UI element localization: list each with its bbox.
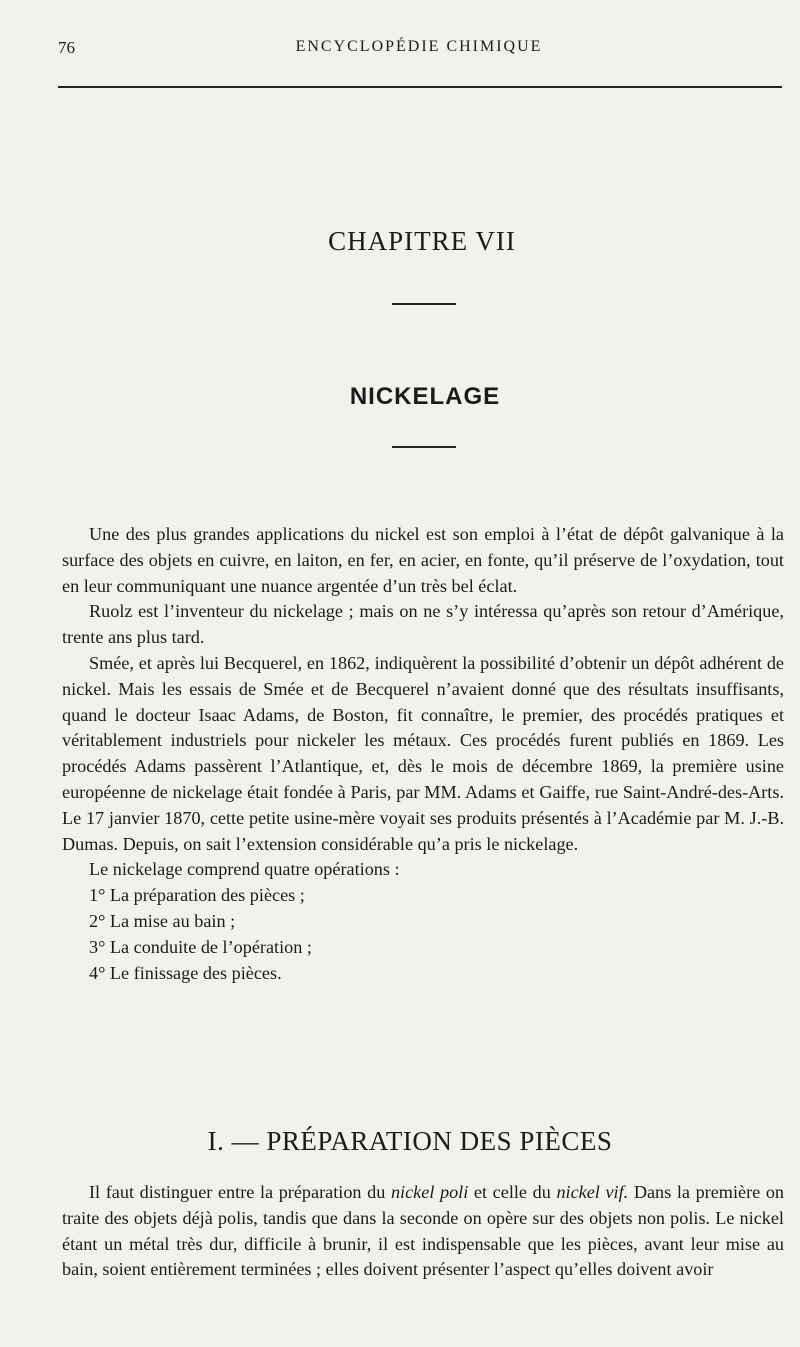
paragraph: Smée, et après lui Becquerel, en 1862, indiquèrent la possibilité d’obtenir un dépôt adhérent de nickel. Mais les essais de Smée et de Becquerel n’avaient donné que des résultats insuffisants, quand le docteur Isaac Adams, de Boston, fit connaître, le premier, des procédés pratiques et véritablement industriels pour nickeler les métaux. Ces procédés furent publiés en 1869. Les procédés Adams passèrent l’Atlantique, et, dès le mois de décembre 1869, la première usine européenne de nickelage était fondée à Paris, par MM. Adams et Gaiffe, rue Saint-André-des-Arts. Le 17 janvier 1870, cette petite usine-mère voyait ses produits présentés à l’Académie par M. J.-B. Dumas. Depuis, on sait l’extension considérable qu’a pris le nickelage. <box>62 652 784 854</box>
header-rule <box>58 86 782 88</box>
title-divider <box>392 446 456 448</box>
running-head <box>58 38 780 62</box>
section-heading: I. — PRÉPARATION DES PIÈCES <box>207 1126 613 1156</box>
chapter-label: CHAPITRE VII <box>328 226 516 256</box>
chapter-body <box>62 522 784 986</box>
text-run: Dans la première on traite des objets déjà polis, tandis que dans la seconde on opère sur des objets non polis. Le nickel étant un métal très dur, difficile à brunir, il est indispensable que les pièces, avant leur mise au bain, soient entièrement terminées ; elles doivent présenter l’aspect qu’elles doivent avoir <box>62 1182 785 1280</box>
text-run: Il faut distinguer entre la préparation du <box>89 1182 386 1202</box>
italic-term: nickel vif. <box>556 1182 629 1202</box>
chapter-title: NICKELAGE <box>349 383 501 410</box>
page-number: 76 <box>58 38 75 57</box>
italic-term: nickel poli <box>390 1182 469 1202</box>
running-title: ENCYCLOPÉDIE CHIMIQUE <box>295 38 543 55</box>
paragraph <box>62 1180 784 1283</box>
operation-item: 2° La mise au bain ; <box>89 910 236 931</box>
chapter-divider <box>392 303 456 305</box>
operation-item: 1° La préparation des pièces ; <box>89 885 305 906</box>
paragraph: Ruolz est l’inventeur du nickelage ; mais on ne s’y intéressa qu’après son retour d’Amérique, trente ans plus tard. <box>62 601 784 648</box>
operation-item: 4° Le finissage des pièces. <box>89 962 282 983</box>
section-body <box>62 1180 784 1283</box>
operation-item: 3° La conduite de l’opération ; <box>89 936 312 957</box>
text-run: et celle du <box>473 1182 551 1202</box>
paragraph: Une des plus grandes applications du nickel est son emploi à l’état de dépôt galvanique à la surface des objets en cuivre, en laiton, en fer, en acier, en fonte, qu’il préserve de l’oxydation, tout en leur communiquant une nuance argentée d’un très bel éclat. <box>62 524 784 596</box>
paragraph: Le nickelage comprend quatre opérations : <box>89 859 400 880</box>
